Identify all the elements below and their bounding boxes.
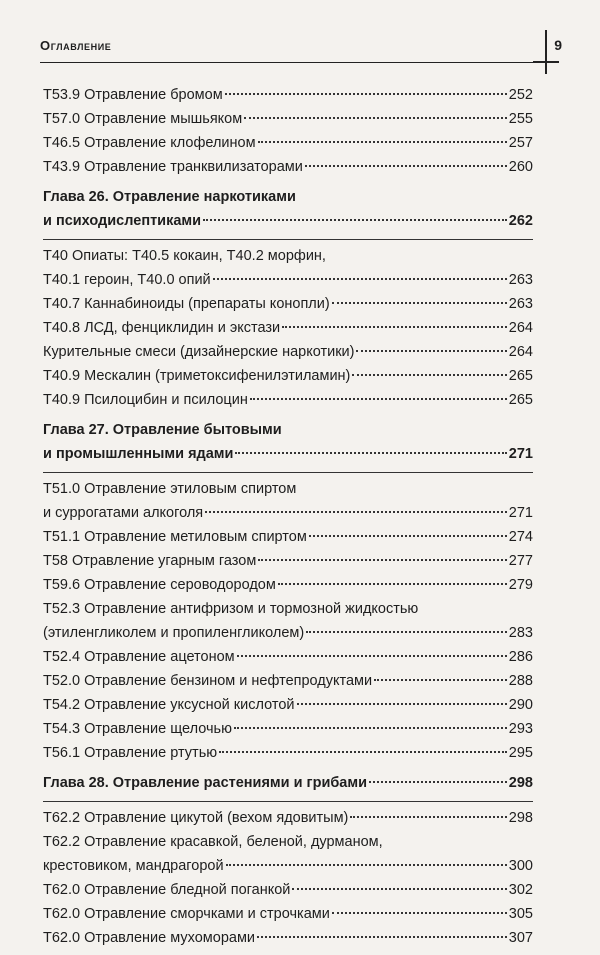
toc-entry-title: T40.1 героин, T40.0 опий [43,272,211,288]
toc-entry-row [43,268,533,292]
toc-entry-title: Курительные смеси (дизайнерские наркотики) [43,344,355,360]
toc-entry [43,573,533,597]
toc-entry-title: T40.9 Мескалин (триметоксифенилэтиламин) [43,368,351,384]
toc-entry-page: 255 [508,111,533,127]
toc-entry-row [43,926,533,950]
toc-entry-row [43,902,533,926]
toc-entry-row [43,364,533,388]
toc-entry-page: 295 [508,745,533,761]
toc-entry-row [43,741,533,765]
toc-entry-row [43,621,533,645]
toc-entry-page: 279 [508,577,533,593]
dot-leader [352,374,506,376]
toc-entry-title: T59.6 Отравление сероводородом [43,577,276,593]
dot-leader [226,864,507,866]
toc-entry-title: T62.0 Отравление бледной поганкой [43,882,291,898]
toc-entry-page: 271 [508,446,533,462]
dot-leader [225,93,507,95]
toc-entry-title: T53.9 Отравление бромом [43,87,223,103]
toc-entry-title-line: Глава 27. Отравление бытовыми [43,422,282,438]
toc-entry [43,669,533,693]
toc-entry-page: 260 [508,159,533,175]
toc-entry-row [43,549,533,573]
toc-entry [43,693,533,717]
toc-entry [43,741,533,765]
toc-entry-row [43,669,533,693]
toc-entry-page: 300 [508,858,533,874]
toc-entry [43,717,533,741]
toc-entry-title: T54.3 Отравление щелочью [43,721,232,737]
toc-entry-title-line: Глава 26. Отравление наркотиками [43,189,296,205]
toc-entry-title: T54.2 Отравление уксусной кислотой [43,697,295,713]
dot-leader [234,727,507,729]
toc-entry-row [43,806,533,830]
toc-entry [43,926,533,950]
toc-entry-title: T43.9 Отравление транквилизаторами [43,159,303,175]
toc-entry-page: 257 [508,135,533,151]
toc-entry-page: 265 [508,368,533,384]
toc-entry-row [43,573,533,597]
toc-entry-page: 290 [508,697,533,713]
toc-entry [43,131,533,155]
toc-entry-row [43,83,533,107]
toc-entry [43,83,533,107]
chapter-underline [43,472,533,473]
dot-leader [250,398,507,400]
dot-leader [297,703,507,705]
toc-entry-title: и суррогатами алкоголя [43,505,204,521]
toc-entry [43,388,533,412]
toc-entry-row [43,316,533,340]
toc-entry-row [43,292,533,316]
toc-entry-title: T62.0 Отравление мухоморами [43,930,256,946]
toc-entry-row [43,717,533,741]
dot-leader [203,219,507,221]
toc-entry-title: T57.0 Отравление мышьяком [43,111,243,127]
toc-chapter [43,771,533,802]
dot-leader [309,535,507,537]
toc-entry [43,878,533,902]
toc-entry-title: T52.0 Отравление бензином и нефтепродуктами [43,673,373,689]
toc-entry-row [43,209,533,233]
toc-entry-title: T40.8 ЛСД, фенциклидин и экстази [43,320,281,336]
toc-entry-title: T56.1 Отравление ртутью [43,745,218,761]
toc-entry-title: Глава 28. Отравление растениями и грибами [43,775,368,791]
page-number: 9 [554,37,562,53]
dot-leader [282,326,507,328]
toc-entry-page: 263 [508,296,533,312]
toc-entry [43,806,533,830]
toc-entry-title: T40.7 Каннабиноиды (препараты конопли) [43,296,330,312]
toc-entry-row [43,442,533,466]
dot-leader [205,511,507,513]
toc-entry-page: 307 [508,930,533,946]
toc-entry [43,645,533,669]
toc-entry-title: T58 Отравление угарным газом [43,553,257,569]
toc-entry [43,830,533,878]
toc-entry-row [43,501,533,525]
toc-entry-page: 262 [508,213,533,229]
toc-entry-title: T62.0 Отравление сморчками и строчками [43,906,330,922]
dot-leader [258,141,507,143]
toc-entry-row [43,340,533,364]
page-header [40,38,560,58]
toc-entry-page: 293 [508,721,533,737]
toc-entry-page: 263 [508,272,533,288]
toc-entry-page: 298 [508,775,533,791]
toc-entry-page: 277 [508,553,533,569]
toc-entry [43,525,533,549]
toc-entry-title: крестовиком, мандрагорой [43,858,224,874]
dot-leader [306,631,507,633]
toc-chapter [43,418,533,473]
dot-leader [219,751,507,753]
toc-entry [43,107,533,131]
dot-leader [356,350,506,352]
running-title: Оглавление [40,38,112,53]
toc-entry [43,902,533,926]
toc-entry-page: 264 [508,320,533,336]
dot-leader [257,936,507,938]
toc-entry-row [43,525,533,549]
toc-entry-row [43,693,533,717]
toc-entry-title: T51.1 Отравление метиловым спиртом [43,529,307,545]
chapter-underline [43,801,533,802]
toc-entry-page: 305 [508,906,533,922]
dot-leader [332,912,507,914]
toc-entry-page: 265 [508,392,533,408]
dot-leader [213,278,507,280]
toc-entry-page: 302 [508,882,533,898]
dot-leader [350,816,506,818]
toc-entry-row [43,771,533,795]
toc-entry-title-line: T40 Опиаты: T40.5 кокаин, T40.2 морфин, [43,248,326,264]
chapter-underline [43,239,533,240]
crop-mark-horizontal [533,61,559,63]
toc-entry-page: 271 [508,505,533,521]
toc-entry [43,244,533,292]
toc-entry-row [43,645,533,669]
table-of-contents [43,83,533,950]
toc-entry [43,155,533,179]
toc-entry-page: 274 [508,529,533,545]
toc-entry-title: и промышленными ядами [43,446,234,462]
toc-entry [43,597,533,645]
toc-entry-title: T52.4 Отравление ацетоном [43,649,235,665]
toc-entry-page: 283 [508,625,533,641]
toc-entry-title: (этиленгликолем и пропиленгликолем) [43,625,305,641]
toc-entry-row [43,878,533,902]
toc-entry-title-line: T51.0 Отравление этиловым спиртом [43,481,297,497]
toc-entry-row [43,107,533,131]
header-rule [40,62,552,63]
dot-leader [332,302,507,304]
toc-entry-title: и психодислептиками [43,213,202,229]
toc-entry [43,477,533,525]
dot-leader [369,781,507,783]
toc-entry-page: 286 [508,649,533,665]
toc-entry [43,340,533,364]
toc-entry-title-line: T62.2 Отравление красавкой, беленой, дурманом, [43,834,383,850]
toc-entry-row [43,388,533,412]
dot-leader [235,452,506,454]
dot-leader [374,679,507,681]
toc-entry-row [43,131,533,155]
toc-entry [43,316,533,340]
dot-leader [244,117,507,119]
toc-entry-title: T40.9 Псилоцибин и псилоцин [43,392,248,408]
toc-entry-row [43,155,533,179]
toc-entry [43,549,533,573]
toc-entry [43,292,533,316]
toc-entry-title: T62.2 Отравление цикутой (вехом ядовитым) [43,810,349,826]
toc-entry-page: 264 [508,344,533,360]
dot-leader [305,165,507,167]
toc-entry [43,364,533,388]
toc-entry-row [43,854,533,878]
dot-leader [258,559,506,561]
dot-leader [278,583,507,585]
crop-mark-vertical [545,30,547,74]
toc-entry-title-line: T52.3 Отравление антифризом и тормозной жидкостью [43,601,419,617]
toc-entry-page: 252 [508,87,533,103]
toc-chapter [43,185,533,240]
dot-leader [237,655,507,657]
dot-leader [292,888,506,890]
toc-entry-page: 298 [508,810,533,826]
toc-entry-page: 288 [508,673,533,689]
toc-entry-title: T46.5 Отравление клофелином [43,135,256,151]
